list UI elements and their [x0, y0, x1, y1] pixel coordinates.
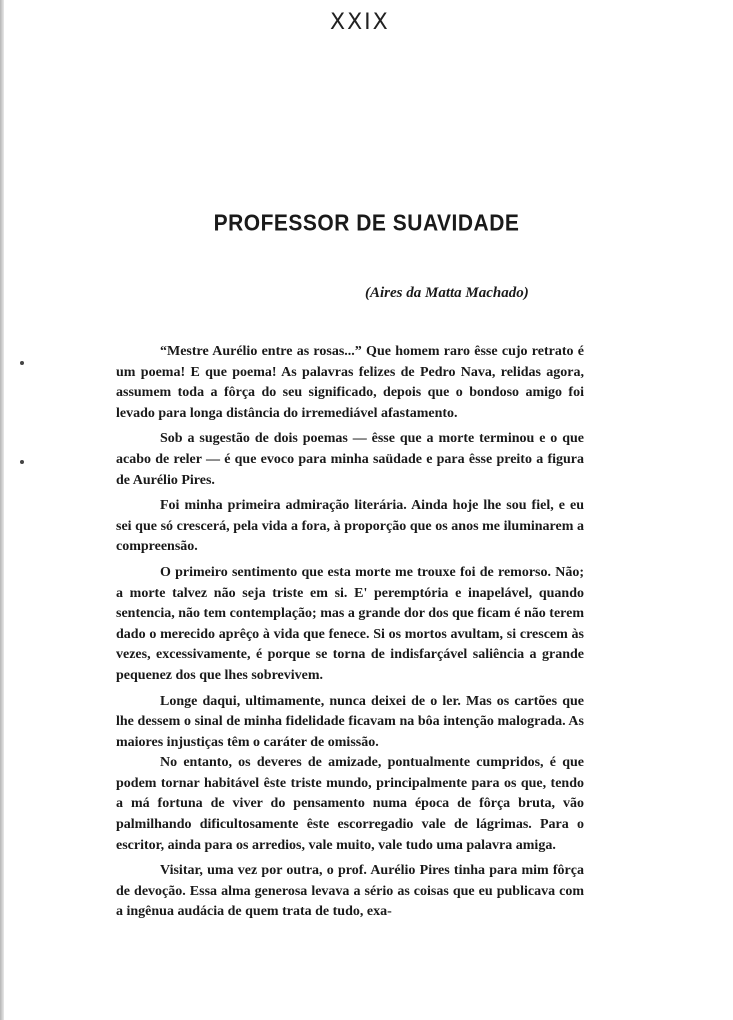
paragraph: Visitar, uma vez por outra, o prof. Aurélio Pires tinha para mim fôrça de devoção. Essa alma generosa levava a sério as coisas que eu publicava com a ingênua audácia de quem trata de tudo, exa- — [116, 863, 584, 920]
page-number: XXIX — [330, 10, 390, 35]
paragraph: Longe daqui, ultimamente, nunca deixei de o ler. Mas os cartões que lhe dessem o sinal de minha fidelidade ficavam na bôa intenção malograda. As maiores injustiças têm o caráter de omissão. — [116, 693, 584, 750]
page-left-edge — [0, 0, 4, 1020]
paragraph: Sob a sugestão de dois poemas — êsse que a morte terminou e o que acabo de reler — é que evoco para minha saüdade e para êsse preito a figura de Aurélio Pires. — [116, 431, 584, 488]
scan-speck — [20, 361, 24, 365]
body-text — [116, 342, 584, 928]
author-attribution: (Aires da Matta Machado) — [365, 285, 529, 301]
scan-speck — [20, 460, 24, 464]
paragraph: “Mestre Aurélio entre as rosas...” Que homem raro êsse cujo retrato é um poema! E que poema! As palavras felizes de Pedro Nava, relidas agora, assumem toda a fôrça do seu significado, depois que o bondoso amigo foi levado para longa distância do irremediável afastamento. — [116, 344, 584, 421]
paragraph: No entanto, os deveres de amizade, pontualmente cumpridos, é que podem tornar habitável êste triste mundo, principalmente para os que, tendo a má fortuna de viver do pensamento numa época de fôrça bruta, vão palmilhando dificultosamente êste escorregadio vale de lágrimas. Para o escritor, ainda para os arredios, vale muito, vale tudo uma palavra amiga. — [116, 755, 584, 853]
paragraph: O primeiro sentimento que esta morte me trouxe foi de remorso. Não; a morte talvez não seja triste em si. E' peremptória e inapelável, quando sentencia, não tem contemplação; mas a grande dor dos que ficam é não terem dado o merecido aprêço à vida que fenece. Si os mortos avultam, si crescem às vezes, excessivamente, é porque se torna de indisfarçável saliência a grande pequenez dos que lhes sobrevivem. — [116, 564, 584, 683]
chapter-title: PROFESSOR DE SUAVIDADE — [213, 211, 520, 236]
paragraph: Foi minha primeira admiração literária. Ainda hoje lhe sou fiel, e eu sei que só crescerá, pela vida a fora, à proporção que os anos me iluminarem a compreensão. — [116, 498, 584, 555]
